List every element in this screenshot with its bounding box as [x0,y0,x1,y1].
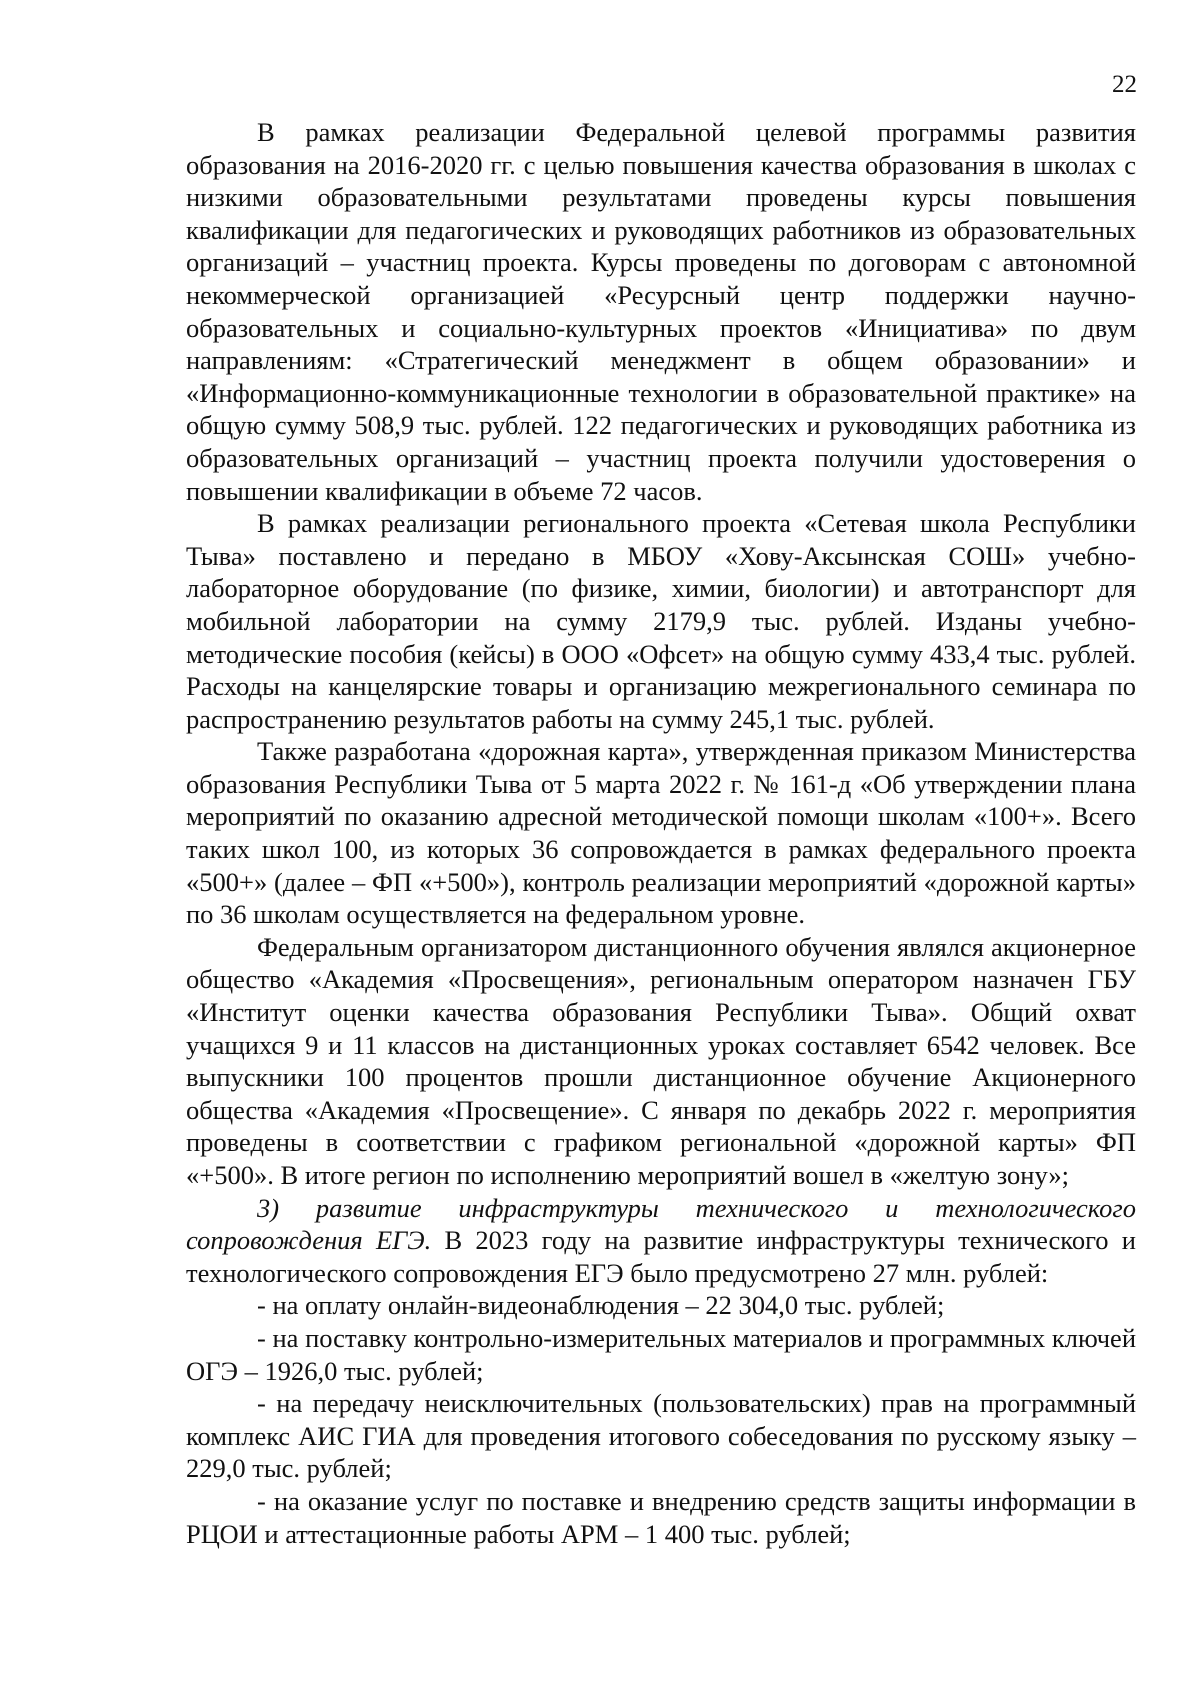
body-text [186,116,1136,1550]
list-item-information-security: - на оказание услуг по поставке и внедрению средств защиты информации в РЦОИ и аттестационные работы АРМ – 1 400 тыс. рублей; [186,1485,1136,1549]
paragraph-network-school: В рамках реализации регионального проекта «Сетевая школа Республики Тыва» поставлено и передано в МБОУ «Хову-Аксынская СОШ» учебно-лабораторное оборудование (по физике, химии, биологии) и автотранспорт для мобильной лаборатории на сумму 2179,9 тыс. рублей. Изданы учебно-методические пособия (кейсы) в ООО «Офсет» на общую сумму 433,4 тыс. рублей. Расходы на канцелярские товары и организацию межрегионального семинара по распространению результатов работы на сумму 245,1 тыс. рублей. [186,508,1136,734]
section-heading-italic: 3) развитие инфраструктуры технического и технологического сопровождения ЕГЭ. [186,1192,1136,1256]
paragraph-distance-learning: Федеральным организатором дистанционного обучения являлся акционерное общество «Академия «Просвещения», региональным оператором назначен ГБУ «Институт оценки качества образования Республики Тыва». Общий охват учащихся 9 и 11 классов на дистанционных уроках составляет 6542 человек. Все выпускники 100 процентов прошли дистанционное обучение Акционерного общества «Академия «Просвещение». С января по декабрь 2022 г. мероприятия проведены в соответствии с графиком региональной «дорожной карты» ФП «+500». В итоге регион по исполнению мероприятий вошел в «желтую зону»; [186,931,1136,1190]
section-intro-text: В 2023 году на развитие инфраструктуры технического и технологического сопровождения ЕГЭ было предусмотрено 27 млн. рублей: [186,1225,1136,1288]
paragraph-roadmap: Также разработана «дорожная карта», утвержденная приказом Министерства образования Республики Тыва от 5 марта 2022 г. № 161-д «Об утверждении плана мероприятий по оказанию адресной методической помощи школам «100+». Всего таких школ 100, из которых 36 сопровождается в рамках федерального проекта «500+» (далее – ФП «+500»), контроль реализации мероприятий «дорожной карты» по 36 школам осуществляется на федеральном уровне. [186,736,1136,930]
list-item-video-surveillance: - на оплату онлайн-видеонаблюдения – 22 304,0 тыс. рублей; [257,1290,945,1321]
page-number: 22 [1112,71,1137,98]
list-item-measurement-materials: - на поставку контрольно-измерительных материалов и программных ключей ОГЭ – 1926,0 тыс. рублей; [186,1322,1136,1386]
list-item-software-rights: - на передачу неисключительных (пользовательских) прав на программный комплекс АИС ГИА для проведения итогового собеседования по русскому языку – 229,0 тыс. рублей; [186,1388,1136,1484]
paragraph-federal-program: В рамках реализации Федеральной целевой программы развития образования на 2016-2020 гг. с целью повышения качества образования в школах с низкими образовательными результатами проведены курсы повышения квалификации для педагогических и руководящих работников из образовательных организаций – участниц проекта. Курсы проведены по договорам с автономной некоммерческой организацией «Ресурсный центр поддержки научно-образовательных и социально-культурных проектов «Инициатива» по двум направлениям: «Стратегический менеджмент в общем образовании» и «Информационно-коммуникационные технологии в образовательной практике» на общую сумму 508,9 тыс. рублей. 122 педагогических и руководящих работника из образовательных организаций – участниц проекта получили удостоверения о повышении квалификации в объеме 72 часов. [186,117,1136,506]
paragraph-ege-infrastructure [186,1192,1136,1290]
